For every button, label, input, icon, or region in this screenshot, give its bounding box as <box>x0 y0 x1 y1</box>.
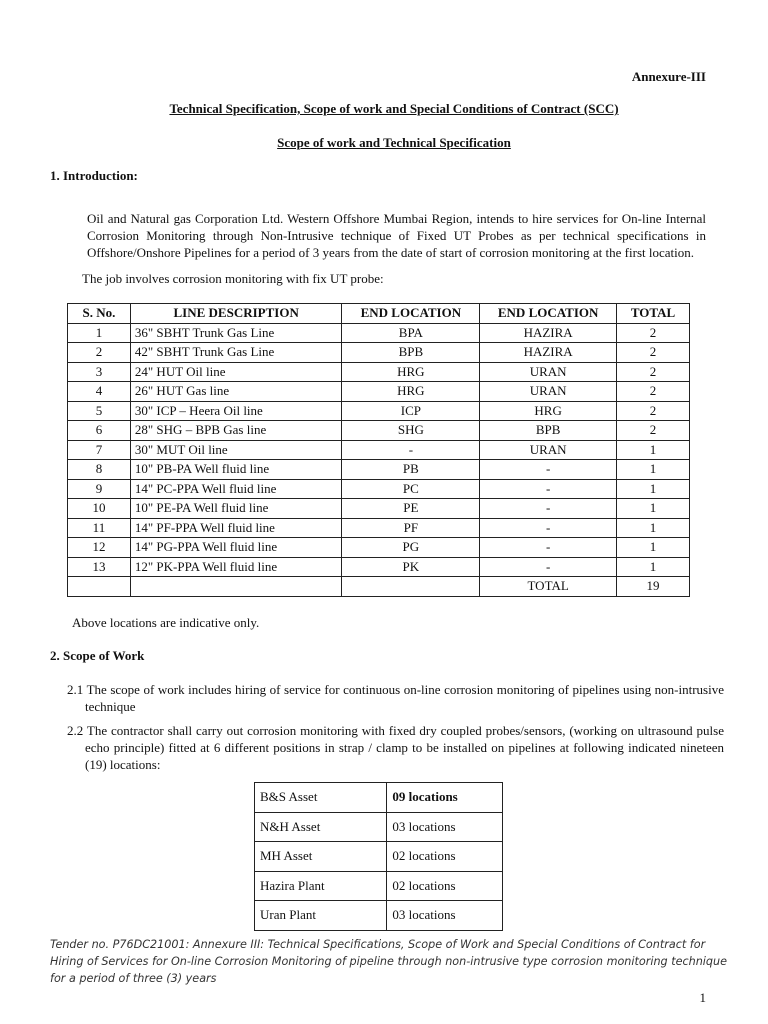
row-end-location-1: PG <box>342 538 480 558</box>
row-line-description: 30" ICP – Heera Oil line <box>130 401 342 421</box>
table-row <box>68 440 690 460</box>
asset-row <box>255 812 503 842</box>
row-end-location-1: HRG <box>342 382 480 402</box>
row-total: 2 <box>617 421 690 441</box>
row-end-location-2: - <box>480 460 617 480</box>
row-sno: 6 <box>68 421 131 441</box>
asset-row <box>255 842 503 872</box>
empty-cell <box>68 577 131 597</box>
asset-name: B&S Asset <box>255 783 387 813</box>
row-line-description: 14" PG-PPA Well fluid line <box>130 538 342 558</box>
row-sno: 9 <box>68 479 131 499</box>
asset-name: Hazira Plant <box>255 871 387 901</box>
row-sno: 5 <box>68 401 131 421</box>
table-row <box>68 421 690 441</box>
row-total: 1 <box>617 440 690 460</box>
row-end-location-1: PC <box>342 479 480 499</box>
row-end-location-1: PB <box>342 460 480 480</box>
asset-locations: 02 locations <box>387 842 503 872</box>
annexure-label: Annexure-III <box>631 69 706 84</box>
row-line-description: 28" SHG – BPB Gas line <box>130 421 342 441</box>
table-row <box>68 401 690 421</box>
asset-name: N&H Asset <box>255 812 387 842</box>
total-label: TOTAL <box>480 577 617 597</box>
row-end-location-2: HRG <box>480 401 617 421</box>
asset-locations: 02 locations <box>387 871 503 901</box>
row-end-location-1: HRG <box>342 362 480 382</box>
header-end-location-2: END LOCATION <box>480 304 617 324</box>
asset-row <box>255 901 503 931</box>
total-value: 19 <box>617 577 690 597</box>
table-row <box>68 557 690 577</box>
table-row <box>68 323 690 343</box>
row-line-description: 12" PK-PPA Well fluid line <box>130 557 342 577</box>
row-line-description: 26" HUT Gas line <box>130 382 342 402</box>
asset-name: Uran Plant <box>255 901 387 931</box>
scope-item-2-1: 2.1 The scope of work includes hiring of service for continuous on-line corrosion monitoring of pipelines using non-intrusive technique <box>67 682 724 714</box>
row-line-description: 14" PF-PPA Well fluid line <box>130 518 342 538</box>
indicative-note: Above locations are indicative only. <box>72 615 260 630</box>
row-sno: 13 <box>68 557 131 577</box>
header-end-location-1: END LOCATION <box>342 304 480 324</box>
row-sno: 3 <box>68 362 131 382</box>
row-total: 1 <box>617 538 690 558</box>
table-row <box>68 479 690 499</box>
row-end-location-2: BPB <box>480 421 617 441</box>
page-number: 1 <box>699 990 706 1005</box>
row-line-description: 10" PB-PA Well fluid line <box>130 460 342 480</box>
row-end-location-1: ICP <box>342 401 480 421</box>
row-end-location-1: PE <box>342 499 480 519</box>
table-row <box>68 518 690 538</box>
row-end-location-1: BPA <box>342 323 480 343</box>
table-row <box>68 362 690 382</box>
row-end-location-2: URAN <box>480 382 617 402</box>
pipeline-table <box>67 303 690 597</box>
row-end-location-1: SHG <box>342 421 480 441</box>
row-sno: 12 <box>68 538 131 558</box>
row-end-location-2: - <box>480 499 617 519</box>
row-total: 1 <box>617 479 690 499</box>
row-end-location-2: HAZIRA <box>480 343 617 363</box>
row-end-location-1: PF <box>342 518 480 538</box>
row-sno: 2 <box>68 343 131 363</box>
row-end-location-2: URAN <box>480 440 617 460</box>
header-sno: S. No. <box>68 304 131 324</box>
asset-locations: 03 locations <box>387 812 503 842</box>
table-header-row <box>68 304 690 324</box>
intro-paragraph: Oil and Natural gas Corporation Ltd. Western Offshore Mumbai Region, intends to hire services for On-line Internal Corrosion Monitoring through Non-Intrusive technique of Fixed UT Probes as per technical specifications in Offshore/Onshore Pipelines for a period of 3 years from the date of start of corrosion monitoring at the first location. <box>87 211 706 260</box>
asset-name: MH Asset <box>255 842 387 872</box>
table-row <box>68 499 690 519</box>
row-end-location-2: - <box>480 557 617 577</box>
job-line: The job involves corrosion monitoring with fix UT probe: <box>82 271 384 286</box>
row-total: 1 <box>617 460 690 480</box>
header-line-description: LINE DESCRIPTION <box>130 304 342 324</box>
assets-table <box>254 782 503 931</box>
row-total: 2 <box>617 362 690 382</box>
row-end-location-2: - <box>480 538 617 558</box>
row-line-description: 42" SBHT Trunk Gas Line <box>130 343 342 363</box>
row-sno: 11 <box>68 518 131 538</box>
row-sno: 7 <box>68 440 131 460</box>
document-subtitle: Scope of work and Technical Specification <box>277 135 511 150</box>
row-end-location-2: URAN <box>480 362 617 382</box>
footer-text: Tender no. P76DC21001: Annexure III: Technical Specifications, Scope of Work and Special Conditions of Contract for Hiring of Services for On-line Corrosion Monitoring of pipeline through non-intrusive type corrosion monitoring technique for a period of three (3) years <box>50 938 727 985</box>
row-line-description: 36" SBHT Trunk Gas Line <box>130 323 342 343</box>
header-total: TOTAL <box>617 304 690 324</box>
row-sno: 8 <box>68 460 131 480</box>
asset-row <box>255 871 503 901</box>
row-total: 2 <box>617 323 690 343</box>
row-total: 1 <box>617 518 690 538</box>
row-total: 2 <box>617 343 690 363</box>
table-total-row <box>68 577 690 597</box>
table-row <box>68 343 690 363</box>
scope-heading: 2. Scope of Work <box>50 648 145 663</box>
row-sno: 4 <box>68 382 131 402</box>
row-end-location-1: - <box>342 440 480 460</box>
row-line-description: 24" HUT Oil line <box>130 362 342 382</box>
intro-heading: 1. Introduction: <box>50 168 138 183</box>
row-line-description: 30" MUT Oil line <box>130 440 342 460</box>
document-title: Technical Specification, Scope of work and Special Conditions of Contract (SCC) <box>169 101 619 116</box>
empty-cell <box>342 577 480 597</box>
row-end-location-2: - <box>480 518 617 538</box>
row-sno: 1 <box>68 323 131 343</box>
table-row <box>68 460 690 480</box>
row-line-description: 14" PC-PPA Well fluid line <box>130 479 342 499</box>
scope-item-2-2: 2.2 The contractor shall carry out corrosion monitoring with fixed dry coupled probes/sensors, (working on ultrasound pulse echo principle) fitted at 6 different positions in strap / clamp to be installed on pipelines at following indicated nineteen (19) locations: <box>67 723 724 772</box>
table-row <box>68 382 690 402</box>
row-total: 1 <box>617 499 690 519</box>
asset-locations: 09 locations <box>387 783 503 813</box>
row-end-location-2: - <box>480 479 617 499</box>
row-total: 2 <box>617 382 690 402</box>
row-end-location-2: HAZIRA <box>480 323 617 343</box>
table-row <box>68 538 690 558</box>
empty-cell <box>130 577 342 597</box>
row-sno: 10 <box>68 499 131 519</box>
row-total: 1 <box>617 557 690 577</box>
row-total: 2 <box>617 401 690 421</box>
row-end-location-1: BPB <box>342 343 480 363</box>
asset-locations: 03 locations <box>387 901 503 931</box>
row-end-location-1: PK <box>342 557 480 577</box>
row-line-description: 10" PE-PA Well fluid line <box>130 499 342 519</box>
asset-row <box>255 783 503 813</box>
